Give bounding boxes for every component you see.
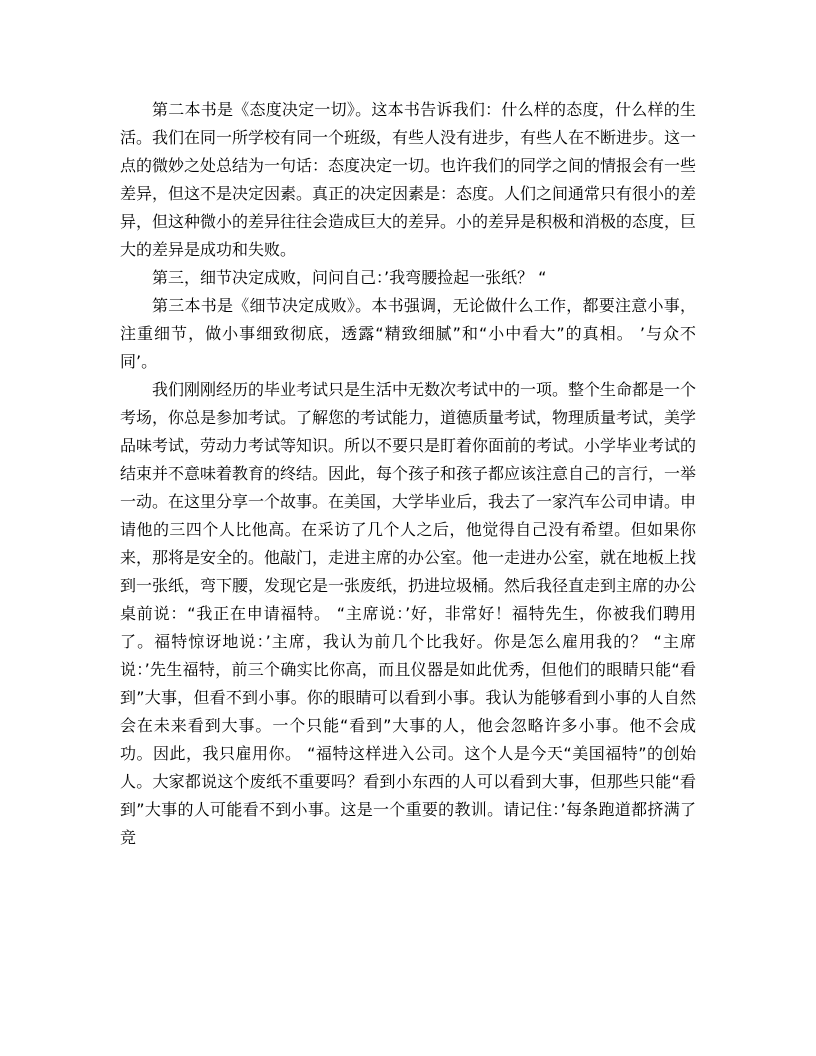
paragraph-attitude: 第二本书是《态度决定一切》。这本书告诉我们：什么样的态度，什么样的生活。我们在同一所学校有同一个班级，有些人没有进步，有些人在不断进步。这一点的微妙之处总结为一句话：态度决定一切。也许我们的同学之间的情报会有一些差异，但这不是决定因素。真正的决定因素是：态度。人们之间通常只有很小的差异，但这种微小的差异往往会造成巨大的差异。小的差异是积极和消极的态度，巨大的差异是成功和失败。	[120, 100, 697, 259]
paragraph-story: 我们刚刚经历的毕业考试只是生活中无数次考试中的一项。整个生命都是一个考场，你总是参加考试。了解您的考试能力，道德质量考试，物理质量考试，美学品味考试，劳动力考试等知识。所以不要只是盯着你面前的考试。小学毕业考试的结束并不意味着教育的终结。因此，每个孩子和孩子都应该注意自己的言行，一举一动。在这里分享一个故事。在美国，大学毕业后，我去了一家汽车公司申请。申请他的三四个人比他高。在采访了几个人之后，他觉得自己没有希望。但如果你来，那将是安全的。他敲门，走进主席的办公室。他一走进办公室，就在地板上找到一张纸，弯下腰，发现它是一张废纸，扔进垃圾桶。然后我径直走到主席的办公桌前说：“我正在申请福特。 “主席说：’好，非常好！福特先生，你被我们聘用了。福特惊讶地说：’主席，我认为前几个比我好。你是怎么雇用我的？ “主席说：’先生福特，前三个确实比你高，而且仪器是如此优秀，但他们的眼睛只能“看到”大事，但看不到小事。你的眼睛可以看到小事。我认为能够看到小事的人自然会在未来看到大事。一个只能“看到”大事的人，他会忽略许多小事。他不会成功。因此，我只雇用你。 “福特这样进入公司。这个人是今天“美国福特”的创始人。大家都说这个废纸不重要吗？看到小东西的人可以看到大事，但那些只能“看到”大事的人可能看不到小事。这是一个重要的教训。请记住：’每条跑道都挤满了竞	[120, 380, 697, 847]
body-text	[120, 96, 696, 852]
paragraph-details: 第三本书是《细节决定成败》。本书强调，无论做什么工作，都要注意小事，注重细节，做小事细致彻底，透露“精致细腻”和“小中看大”的真相。 ’与众不同’。	[120, 296, 696, 371]
paragraph-third-point: 第三，细节决定成败，问问自己：’我弯腰捡起一张纸？ “	[152, 268, 547, 287]
